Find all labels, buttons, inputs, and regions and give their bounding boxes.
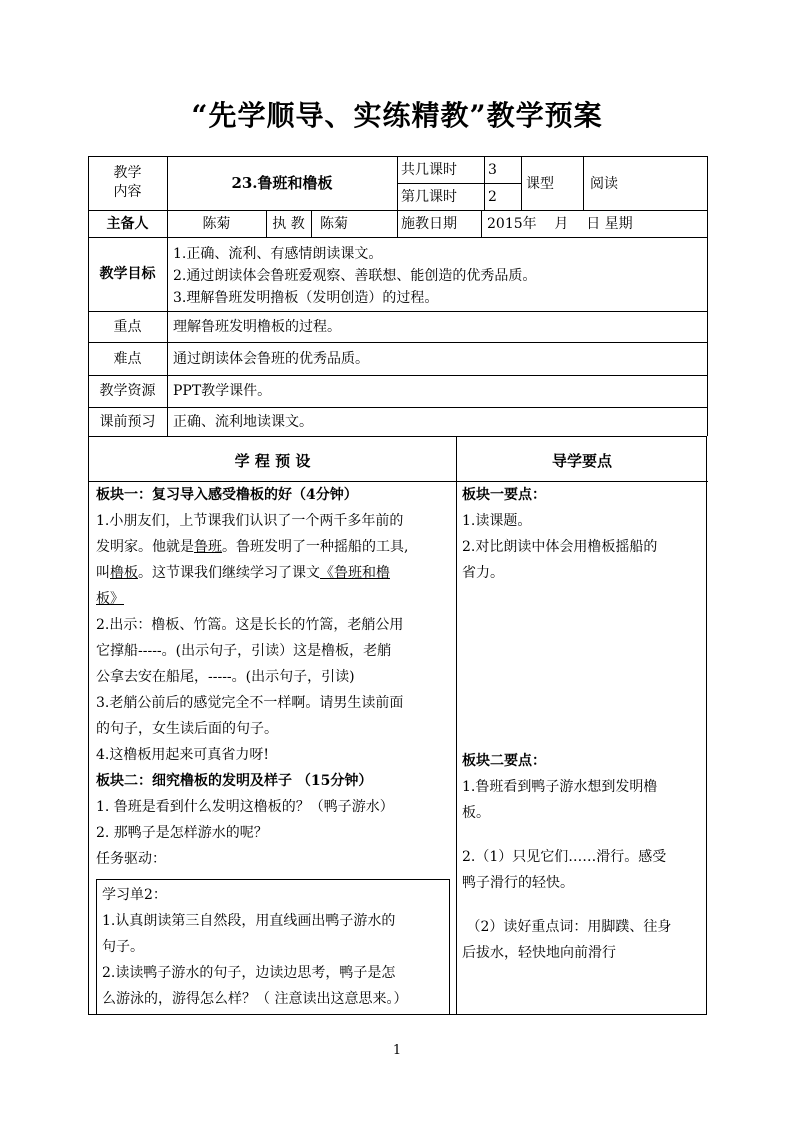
current-period-label: 第几课时 xyxy=(401,189,457,205)
right-column-block1 xyxy=(462,482,706,586)
study-sheet-item2-line2: 么游泳的，游得怎么样？（ 注意读出这意思来。） xyxy=(102,991,408,1007)
paragraph-1-line2: 发明家。他就是鲁班。鲁班发明了一种摇船的工具, xyxy=(96,539,409,555)
resources-value: PPT教学课件。 xyxy=(173,383,272,399)
right-point-2-line2: 省力。 xyxy=(462,565,504,581)
block1-title: 板块一：复习导入感受橹板的好（4分钟） xyxy=(96,487,358,503)
lead-preparer-value: 陈菊 xyxy=(202,216,231,232)
study-sheet-item1-line2: 句子。 xyxy=(102,939,144,955)
block2-title: 板块二：细究橹板的发明及样子 （15分钟） xyxy=(96,773,373,789)
paragraph-2-line3: 公拿去安在船尾，-----。(出示句子，引读) xyxy=(96,669,355,685)
content-label-line1: 教学 xyxy=(113,165,142,181)
page-title: “先学顺导、实练精教”教学预案 xyxy=(191,99,603,132)
right-point-2-line1: 2.对比朗读中体会用橹板摇船的 xyxy=(462,539,658,555)
left-column-content xyxy=(96,482,454,872)
study-sheet-item1-line1: 1.认真朗读第三自然段，用直线画出鸭子游水的 xyxy=(102,913,396,929)
paragraph-1-line1: 1.小朋友们，上节课我们认识了一个两千多年前的 xyxy=(96,513,404,529)
content-label-line2: 内容 xyxy=(113,184,142,200)
question-1: 1. 鲁班是看到什么发明这橹板的？（鸭子游水） xyxy=(96,799,394,815)
total-periods-label: 共几课时 xyxy=(401,162,457,178)
question-2: 2. 那鸭子是怎样游水的呢？ xyxy=(96,825,268,841)
right-block2-title: 板块二要点： xyxy=(462,753,546,769)
right-point-3-line1: 1.鲁班看到鸭子游水想到发明橹 xyxy=(462,779,658,795)
paragraph-2-line2: 它撑船-----。(出示句子，引读）这是橹板，老艄 xyxy=(96,643,392,659)
objective-2: 2.通过朗读体会鲁班爱观察、善联想、能创造的优秀品质。 xyxy=(173,268,537,284)
key-point-label: 重点 xyxy=(113,319,142,335)
date-label: 施教日期 xyxy=(401,216,457,232)
lesson-title: 23.鲁班和橹板 xyxy=(231,174,333,192)
right-column-block2 xyxy=(462,748,706,966)
lesson-process-table xyxy=(88,436,707,1015)
preview-value: 正确、流利地读课文。 xyxy=(173,414,313,430)
right-point-5-line1: （2）读好重点词：用脚蹼、往身 xyxy=(462,919,672,935)
lesson-type-label: 课型 xyxy=(526,176,554,192)
lesson-type-value: 阅读 xyxy=(590,176,618,192)
key-point-value: 理解鲁班发明橹板的过程。 xyxy=(173,319,341,335)
left-column-heading: 学 程 预 设 xyxy=(234,452,311,470)
lesson-info-table xyxy=(88,156,707,436)
date-value: 2015年 月 日 星期 xyxy=(487,216,633,232)
paragraph-1-line4: 板》 xyxy=(96,591,124,607)
paragraph-1-line3: 叫橹板。这节课我们继续学习了课文《鲁班和橹 xyxy=(96,565,390,581)
current-period-value: 2 xyxy=(488,189,497,205)
resources-label: 教学资源 xyxy=(99,383,156,399)
right-point-3-line2: 板。 xyxy=(462,805,490,821)
total-periods-value: 3 xyxy=(488,162,497,178)
right-block1-title: 板块一要点： xyxy=(462,487,546,503)
objectives-label: 教学目标 xyxy=(99,266,156,282)
teacher-value: 陈菊 xyxy=(320,216,348,232)
paragraph-2-line1: 2.出示：橹板、竹篙。这是长长的竹篙，老艄公用 xyxy=(96,617,404,633)
right-column-heading: 导学要点 xyxy=(551,452,612,470)
paragraph-4: 4.这橹板用起来可真省力呀! xyxy=(96,747,269,763)
paragraph-3-line2: 的句子，女生读后面的句子。 xyxy=(96,721,278,737)
study-sheet-content xyxy=(102,882,450,1012)
study-sheet-item2-line1: 2.读读鸭子游水的句子，边读边思考，鸭子是怎 xyxy=(102,965,396,981)
lead-preparer-label: 主备人 xyxy=(106,216,149,232)
difficulty-value: 通过朗读体会鲁班的优秀品质。 xyxy=(173,351,369,367)
teacher-label: 执 教 xyxy=(272,216,305,232)
task-label: 任务驱动： xyxy=(96,851,166,867)
preview-label: 课前预习 xyxy=(99,414,156,430)
right-point-4-line1: 2.（1）只见它们……滑行。感受 xyxy=(462,849,667,865)
objective-1: 1.正确、流利、有感情朗读课文。 xyxy=(173,246,383,262)
right-point-1: 1.读课题。 xyxy=(462,513,532,529)
objective-3: 3.理解鲁班发明撸板（发明创造）的过程。 xyxy=(173,290,439,306)
paragraph-3-line1: 3.老艄公前后的感觉完全不一样啊。请男生读前面 xyxy=(96,695,404,711)
study-sheet-title: 学习单2： xyxy=(102,887,167,903)
right-point-4-line2: 鸭子滑行的轻快。 xyxy=(462,875,574,891)
right-point-5-line2: 后拔水，轻快地向前滑行 xyxy=(462,945,616,961)
difficulty-label: 难点 xyxy=(113,351,142,367)
page-number: 1 xyxy=(392,1043,402,1058)
